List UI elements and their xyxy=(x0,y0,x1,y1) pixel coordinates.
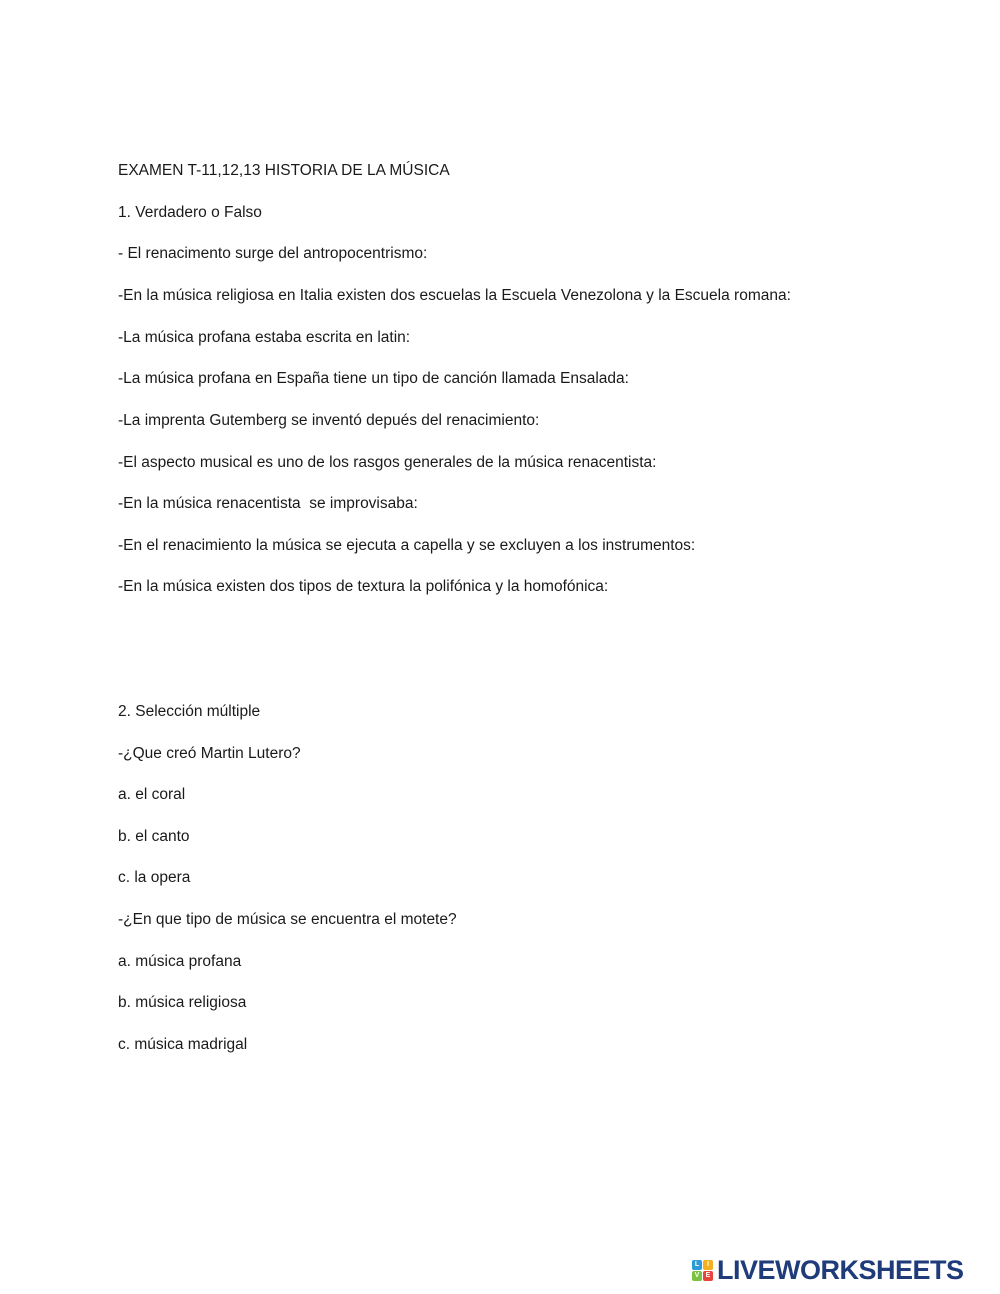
answer-option: c. la opera xyxy=(118,869,191,886)
true-false-item: - El renacimento surge del antropocentrismo: xyxy=(118,245,428,262)
true-false-item: -En la música renacentista se improvisaba: xyxy=(118,495,418,512)
section-heading-multiple-choice: 2. Selección múltiple xyxy=(118,703,261,720)
answer-option: c. música madrigal xyxy=(118,1036,248,1053)
true-false-item: -En el renacimiento la música se ejecuta a capella y se excluyen a los instrumentos: xyxy=(118,537,696,554)
answer-option: a. el coral xyxy=(118,786,186,803)
true-false-item: -En la música religiosa en Italia existen dos escuelas la Escuela Venezolona y la Escuela romana: xyxy=(118,287,791,304)
true-false-item: -La música profana en España tiene un tipo de canción llamada Ensalada: xyxy=(118,370,629,387)
answer-option: b. música religiosa xyxy=(118,994,247,1011)
answer-option: a. música profana xyxy=(118,953,242,970)
answer-option: b. el canto xyxy=(118,828,190,845)
badge-letter: V xyxy=(692,1271,702,1281)
liveworksheets-badge-icon xyxy=(692,1260,713,1281)
badge-letter: I xyxy=(703,1260,713,1270)
page-title: EXAMEN T-11,12,13 HISTORIA DE LA MÚSICA xyxy=(118,162,450,179)
badge-letter: L xyxy=(692,1260,702,1270)
question: -¿Que creó Martin Lutero? xyxy=(118,745,301,762)
badge-letter: E xyxy=(703,1271,713,1281)
liveworksheets-logo[interactable] xyxy=(692,1255,964,1285)
true-false-item: -La imprenta Gutemberg se inventó depués del renacimiento: xyxy=(118,412,540,429)
liveworksheets-logo-text: LIVEWORKSHEETS xyxy=(717,1254,964,1285)
section-heading-true-false: 1. Verdadero o Falso xyxy=(118,204,262,221)
true-false-item: -La música profana estaba escrita en latin: xyxy=(118,329,411,346)
true-false-item: -El aspecto musical es uno de los rasgos generales de la música renacentista: xyxy=(118,454,657,471)
question: -¿En que tipo de música se encuentra el motete? xyxy=(118,911,457,928)
true-false-item: -En la música existen dos tipos de textura la polifónica y la homofónica: xyxy=(118,578,609,595)
